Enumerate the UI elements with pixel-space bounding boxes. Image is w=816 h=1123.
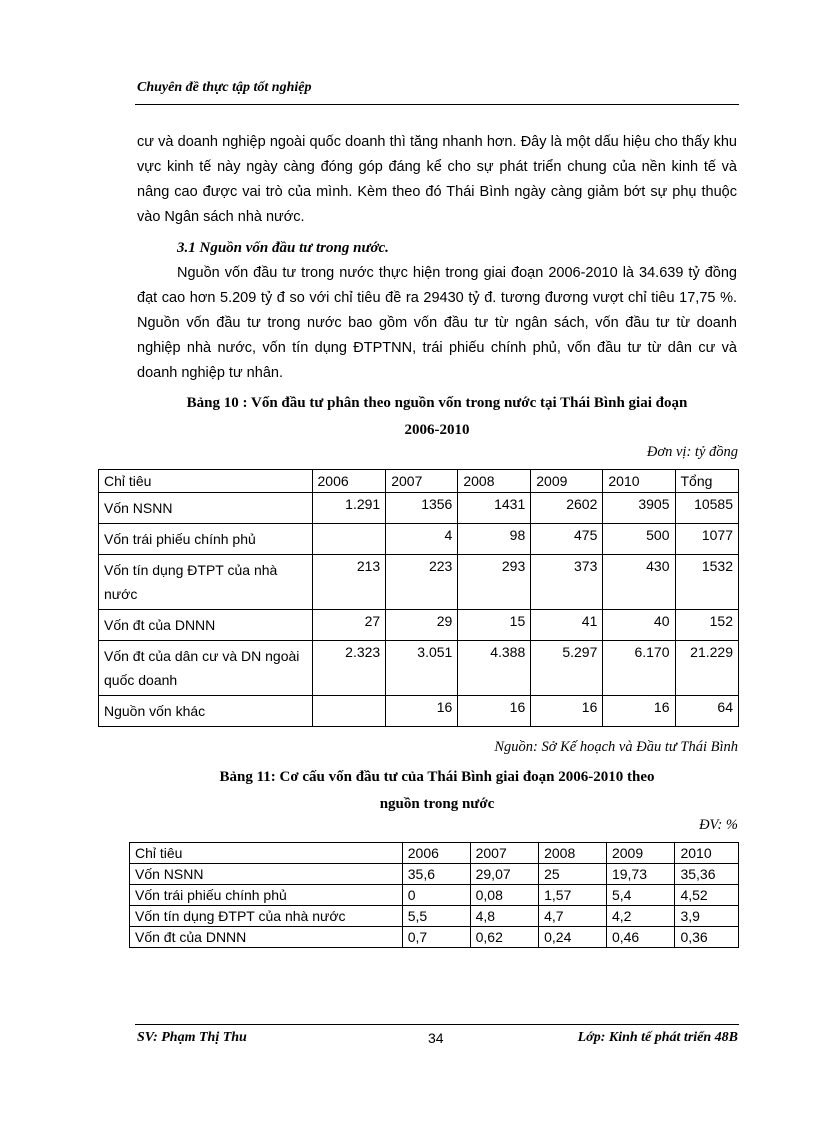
table11-header-row — [130, 843, 739, 864]
table11-caption-line2: nguồn trong nước — [379, 796, 495, 812]
table11-cell: 0 — [402, 885, 470, 906]
table11-row — [130, 885, 739, 906]
table11-cell: 29,07 — [470, 864, 539, 885]
table10-row-label: Nguồn vốn khác — [99, 696, 313, 727]
table10-cell: 64 — [675, 696, 739, 727]
table11-cell: 35,36 — [675, 864, 739, 885]
table11-cell: 4,8 — [470, 906, 539, 927]
paragraph-1: cư và doanh nghiệp ngoài quốc doanh thì tăng nhanh hơn. Đây là một dấu hiệu cho thấy khu vực kinh tế này ngày càng đóng góp đáng kể cho sự phát triển chung của nền kinh tế và nâng cao được vai trò của mình. Kèm theo đó Thái Bình ngày càng giảm bớt sự phụ thuộc vào Ngân sách nhà nước. — [137, 134, 737, 225]
table10-cell: 98 — [458, 524, 531, 555]
table10-cell: 27 — [312, 610, 386, 641]
table10-row — [99, 696, 739, 727]
table11-row-label: Vốn trái phiếu chính phủ — [130, 885, 403, 906]
table10-row — [99, 610, 739, 641]
table10-cell: 293 — [458, 555, 531, 610]
table10-row — [99, 641, 739, 696]
table11-header-cell: 2008 — [539, 843, 607, 864]
paragraph-2: Nguồn vốn đầu tư trong nước thực hiện trong giai đoạn 2006-2010 là 34.639 tỷ đồng đạt cao hơn 5.209 tỷ đ so với chỉ tiêu đề ra 29430 tỷ đ. tương đương vượt chỉ tiêu 17,75 %. Nguồn vốn đầu tư trong nước bao gồm vốn đầu tư từ ngân sách, vốn đầu tư từ doanh nghiệp nhà nước, vốn tín dụng ĐTPTNN, trái phiếu chính phủ, vốn đầu tư từ dân cư và doanh nghiệp tư nhân. — [137, 265, 737, 381]
table10-cell: 21.229 — [675, 641, 739, 696]
table10-cell: 5.297 — [531, 641, 603, 696]
table10-cell: 4.388 — [458, 641, 531, 696]
table10-unit: Đơn vị: tỷ đồng — [646, 444, 738, 460]
table10-cell: 3.051 — [386, 641, 458, 696]
table11-row — [130, 906, 739, 927]
table11-row — [130, 927, 739, 948]
table11-body — [130, 864, 739, 948]
table10-cell: 500 — [603, 524, 675, 555]
table11-cell: 0,24 — [539, 927, 607, 948]
table10 — [98, 469, 739, 727]
table11-row-label: Vốn đt của DNNN — [130, 927, 403, 948]
table11-header-cell: 2007 — [470, 843, 539, 864]
table11-header-cell: Chỉ tiêu — [130, 843, 403, 864]
table10-header-cell: Tổng — [675, 470, 739, 493]
table10-header-cell: 2008 — [458, 470, 531, 493]
table10-cell: 15 — [458, 610, 531, 641]
table10-row-label: Vốn trái phiếu chính phủ — [99, 524, 313, 555]
table10-row — [99, 555, 739, 610]
footer-class: Lớp: Kinh tế phát triển 48B — [577, 1030, 738, 1045]
table11-cell: 4,2 — [606, 906, 675, 927]
table10-cell: 29 — [386, 610, 458, 641]
footer-student: SV: Phạm Thị Thu — [137, 1030, 247, 1045]
table11-unit: ĐV: % — [699, 817, 738, 833]
table10-cell: 1356 — [386, 493, 458, 524]
table10-caption-line2: 2006-2010 — [404, 422, 470, 438]
table10-caption — [137, 390, 737, 444]
table10-cell — [312, 524, 386, 555]
table11-cell: 0,08 — [470, 885, 539, 906]
header-rule — [135, 104, 739, 105]
table11-cell: 5,4 — [606, 885, 675, 906]
table10-cell: 16 — [458, 696, 531, 727]
table11-cell: 0,7 — [402, 927, 470, 948]
table11-cell: 4,52 — [675, 885, 739, 906]
table11-header-cell: 2010 — [675, 843, 739, 864]
table10-header-cell: 2006 — [312, 470, 386, 493]
table11-cell: 25 — [539, 864, 607, 885]
table10-cell: 373 — [531, 555, 603, 610]
table11-header-cell: 2009 — [606, 843, 675, 864]
table10-body — [99, 493, 739, 727]
table10-cell: 1431 — [458, 493, 531, 524]
table11-caption-line1: Bảng 11: Cơ cấu vốn đầu tư của Thái Bình giai đoạn 2006-2010 theo — [219, 769, 655, 785]
table10-cell: 40 — [603, 610, 675, 641]
footer-rule — [135, 1024, 739, 1025]
table11-row — [130, 864, 739, 885]
table10-source: Nguồn: Sở Kế hoạch và Đầu tư Thái Bình — [494, 739, 738, 755]
table10-header-cell: 2007 — [386, 470, 458, 493]
table11-cell: 5,5 — [402, 906, 470, 927]
table10-cell: 1532 — [675, 555, 739, 610]
table10-cell: 475 — [531, 524, 603, 555]
table10-cell: 4 — [386, 524, 458, 555]
table10-row-label: Vốn tín dụng ĐTPT của nhà nước — [99, 555, 313, 610]
table10-cell: 6.170 — [603, 641, 675, 696]
page-header-title: Chuyên đề thực tập tốt nghiệp — [137, 80, 312, 95]
table10-row — [99, 493, 739, 524]
table10-cell: 3905 — [603, 493, 675, 524]
table10-cell: 10585 — [675, 493, 739, 524]
table10-cell: 16 — [603, 696, 675, 727]
table10-row-label: Vốn đt của DNNN — [99, 610, 313, 641]
table11-cell: 3,9 — [675, 906, 739, 927]
table11-cell: 35,6 — [402, 864, 470, 885]
table11-row-label: Vốn NSNN — [130, 864, 403, 885]
table10-cell: 152 — [675, 610, 739, 641]
table10-header-cell: 2009 — [531, 470, 603, 493]
table10-cell: 1.291 — [312, 493, 386, 524]
footer-page-number: 34 — [428, 1030, 444, 1046]
table11-cell: 0,46 — [606, 927, 675, 948]
table10-cell: 16 — [386, 696, 458, 727]
table10-header-cell: 2010 — [603, 470, 675, 493]
section-heading: 3.1 Nguồn vốn đầu tư trong nước. — [177, 240, 389, 256]
table11-cell: 0,36 — [675, 927, 739, 948]
table10-cell: 430 — [603, 555, 675, 610]
table10-row-label: Vốn NSNN — [99, 493, 313, 524]
table11-caption — [137, 764, 737, 818]
table10-caption-line1: Bảng 10 : Vốn đầu tư phân theo nguồn vốn trong nước tại Thái Bình giai đoạn — [186, 395, 688, 411]
table10-cell — [312, 696, 386, 727]
table10-header-row — [99, 470, 739, 493]
table11-cell: 0,62 — [470, 927, 539, 948]
table10-row — [99, 524, 739, 555]
table11-cell: 4,7 — [539, 906, 607, 927]
table11-row-label: Vốn tín dụng ĐTPT của nhà nước — [130, 906, 403, 927]
table10-cell: 2.323 — [312, 641, 386, 696]
table10-header-cell: Chỉ tiêu — [99, 470, 313, 493]
table11 — [129, 842, 739, 948]
table10-cell: 223 — [386, 555, 458, 610]
table10-cell: 213 — [312, 555, 386, 610]
table11-cell: 1,57 — [539, 885, 607, 906]
table10-cell: 41 — [531, 610, 603, 641]
table10-row-label: Vốn đt của dân cư và DN ngoài quốc doanh — [99, 641, 313, 696]
table10-cell: 2602 — [531, 493, 603, 524]
table11-cell: 19,73 — [606, 864, 675, 885]
table10-cell: 16 — [531, 696, 603, 727]
table11-header-cell: 2006 — [402, 843, 470, 864]
table10-cell: 1077 — [675, 524, 739, 555]
